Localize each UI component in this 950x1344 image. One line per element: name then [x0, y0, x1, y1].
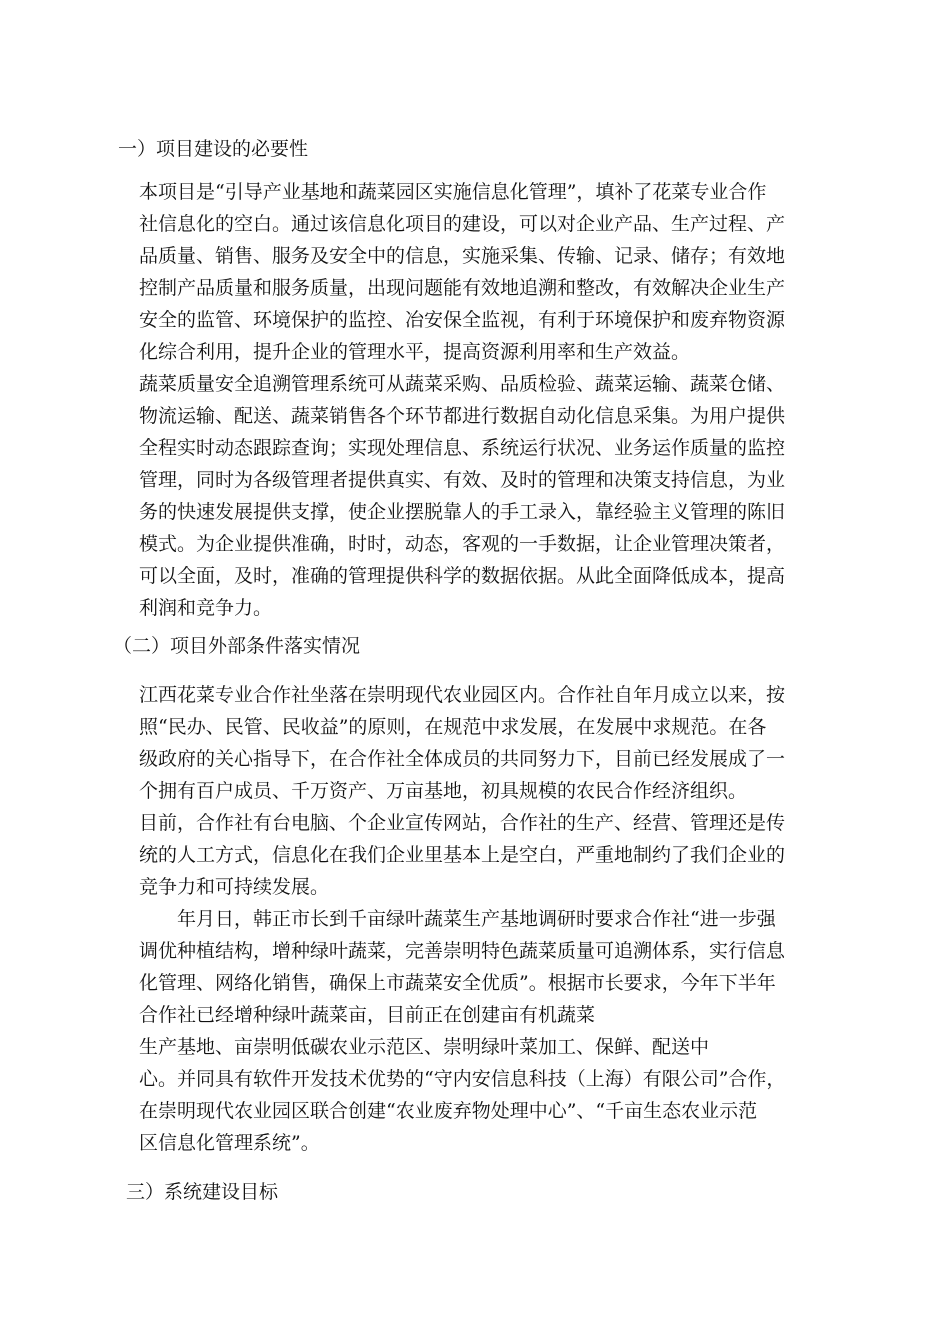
text-line: 心。并同具有软件开发技术优势的“守内安信息科技（上海）有限公司”合作， — [139, 1068, 786, 1090]
text-line: 管理，同时为各级管理者提供真实、有效、及时的管理和决策支持信息，为业 — [139, 469, 786, 491]
section-heading-external-conditions: （二）项目外部条件落实情况 — [113, 635, 361, 657]
text-line: 控制产品质量和服务质量，出现问题能有效地追溯和整改，有效解决企业生产 — [139, 277, 786, 299]
text-line: 统的人工方式，信息化在我们企业里基本上是空白，严重地制约了我们企业的 — [139, 844, 786, 866]
text-line: 全程实时动态跟踪查询；实现处理信息、系统运行状况、业务运作质量的监控 — [139, 437, 786, 459]
text-line: 务的快速发展提供支撑，使企业摆脱靠人的手工录入，靠经验主义管理的陈旧 — [139, 501, 786, 523]
text-line: 模式。为企业提供准确，时时，动态，客观的一手数据，让企业管理决策者， — [139, 533, 786, 555]
text-line: 合作社已经增种绿叶蔬菜亩，目前正在创建亩有机蔬菜 — [139, 1004, 596, 1026]
text-line: 品质量、销售、服务及安全中的信息，实施采集、传输、记录、储存；有效地 — [139, 245, 786, 267]
text-line: 生产基地、亩崇明低碳农业示范区、崇明绿叶菜加工、保鲜、配送中 — [139, 1036, 710, 1058]
text-line: 物流运输、配送、蔬菜销售各个环节都进行数据自动化信息采集。为用户提供 — [139, 405, 786, 427]
text-line: 化管理、网络化销售，确保上市蔬菜安全优质”。根据市长要求，今年下半年 — [139, 972, 776, 994]
text-line: 区信息化管理系统”。 — [139, 1132, 320, 1154]
text-line: 年月日，韩正市长到千亩绿叶蔬菜生产基地调研时要求合作社“进一步强 — [139, 908, 776, 930]
text-line: 可以全面，及时，准确的管理提供科学的数据依据。从此全面降低成本，提高 — [139, 565, 786, 587]
section-heading-system-goals: 三）系统建设目标 — [126, 1181, 279, 1203]
text-line: 调优种植结构，增种绿叶蔬菜，完善崇明特色蔬菜质量可追溯体系，实行信息 — [139, 940, 786, 962]
text-line: 个拥有百户成员、千万资产、万亩基地，初具规模的农民合作经济组织。 — [139, 780, 748, 802]
text-line: 在崇明现代农业园区联合创建“农业废弃物处理中心”、“千亩生态农业示范 — [139, 1100, 758, 1122]
text-line: 江西花菜专业合作社坐落在崇明现代农业园区内。合作社自年月成立以来，按 — [139, 684, 786, 706]
section-heading-necessity: 一）项目建设的必要性 — [118, 138, 309, 160]
text-line: 社信息化的空白。通过该信息化项目的建设，可以对企业产品、生产过程、产 — [139, 213, 786, 235]
text-line: 照“民办、民管、民收益”的原则，在规范中求发展，在发展中求规范。在各 — [139, 716, 767, 738]
text-line: 利润和竞争力。 — [139, 597, 273, 619]
text-line: 本项目是“引导产业基地和蔬菜园区实施信息化管理”，填补了花菜专业合作 — [139, 181, 767, 203]
text-line: 级政府的关心指导下，在合作社全体成员的共同努力下，目前已经发展成了一 — [139, 748, 786, 770]
text-line: 目前，合作社有台电脑、个企业宣传网站，合作社的生产、经营、管理还是传 — [139, 812, 786, 834]
text-line: 蔬菜质量安全追溯管理系统可从蔬菜采购、品质检验、蔬菜运输、蔬菜仓储、 — [139, 373, 786, 395]
text-line: 化综合利用，提升企业的管理水平，提高资源利用率和生产效益。 — [139, 341, 691, 363]
text-line: 安全的监管、环境保护的监控、冶安保全监视，有利于环境保护和废弃物资源 — [139, 309, 786, 331]
text-line: 竞争力和可持续发展。 — [139, 876, 330, 898]
